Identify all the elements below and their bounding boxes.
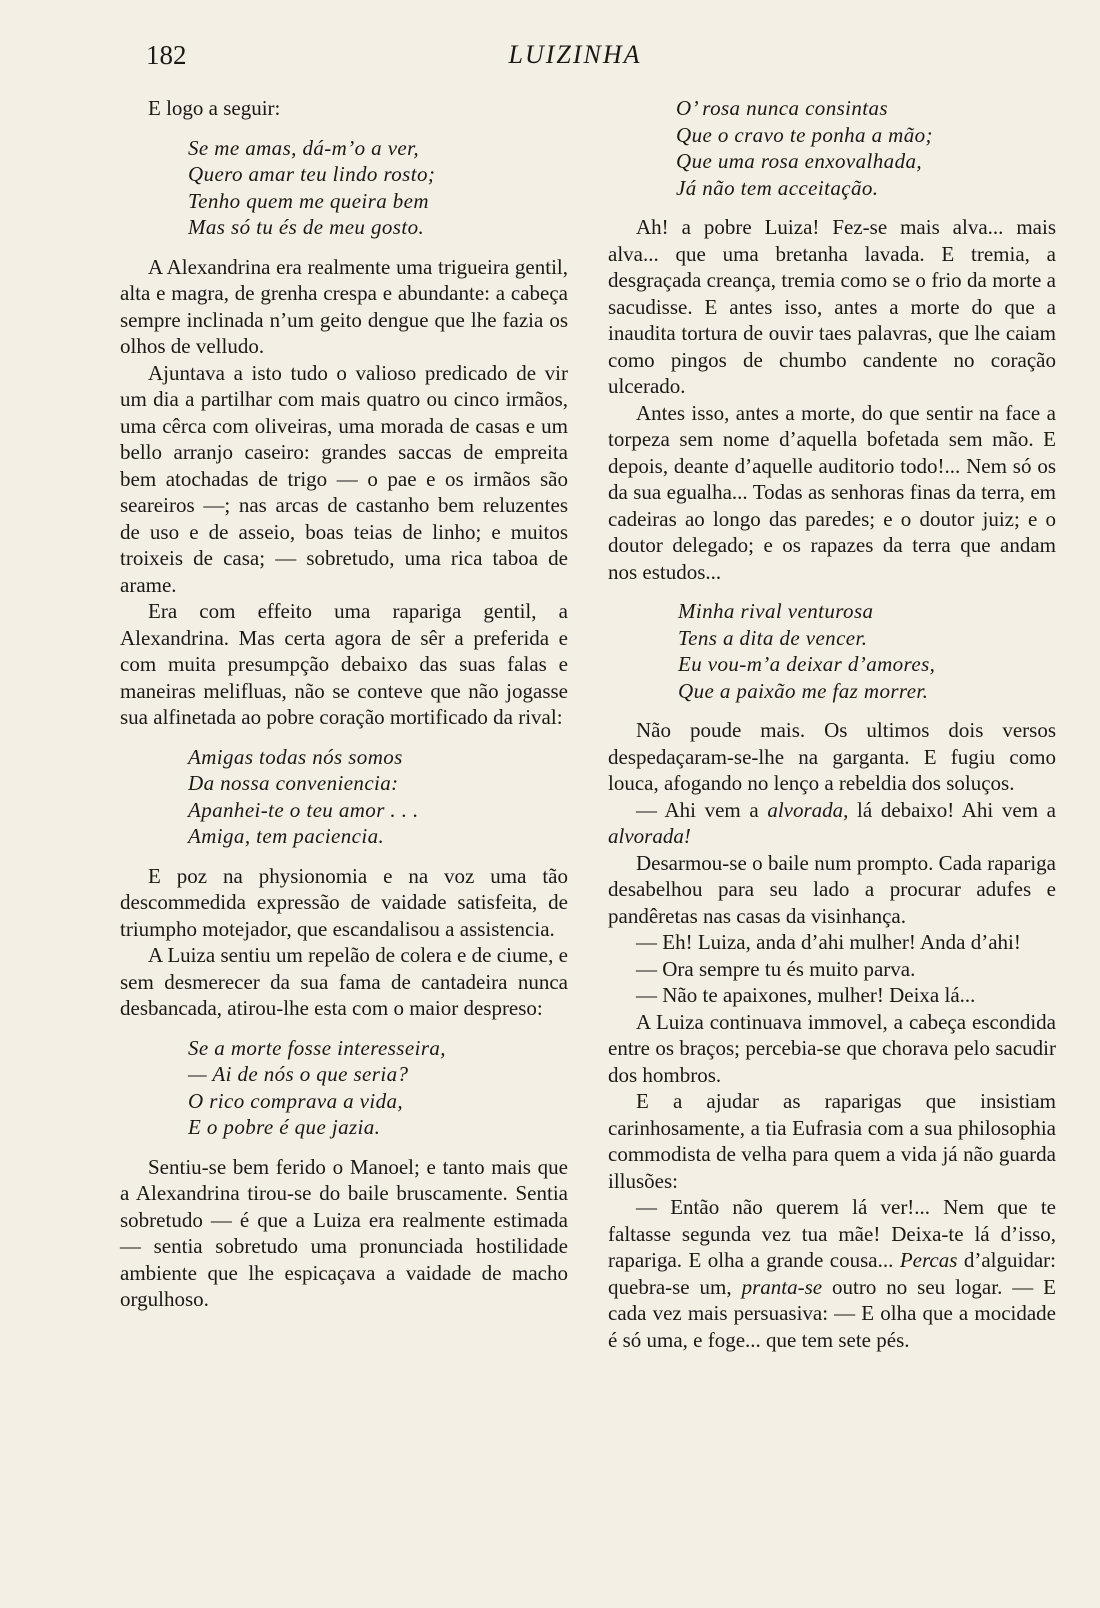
paragraph: Não poude mais. Os ultimos dois versos despedaçaram-se-lhe na garganta. E fugiu como louca, afogando no lenço a rebeldia dos soluços. bbox=[608, 718, 1056, 795]
paragraph: A Alexandrina era realmente uma trigueira gentil, alta e magra, de grenha crespa e abundante: a cabeça sempre inclinada n’um geito dengue que lhe fazia os olhos de velludo. bbox=[120, 254, 568, 358]
paragraph: Antes isso, antes a morte, do que sentir na face a torpeza sem nome d’aquella bofetada sem mão. E depois, deante d’aquelle auditorio todo!... Nem só os da sua egualha... Todas as senhoras finas da terra, em cadeiras ao longo das paredes; e o doutor juiz; e o doutor delegado; e os rapazes da terra que andam nos estudos... bbox=[608, 400, 1056, 584]
verse-line: O’ rosa nunca consintas bbox=[676, 96, 889, 120]
text-run: — Então não querem lá ver!... Nem que te faltasse segunda vez tua mãe! Deixa-te lá d’isso, rapariga. E olha a grande cousa... bbox=[608, 1195, 1056, 1272]
italic-text: alvorada! bbox=[608, 824, 691, 848]
paragraph: Era com effeito uma rapariga gentil, a Alexandrina. Mas certa agora de sêr a preferida e com muita presumpção debaixo das suas falas e maneiras melifluas, não se conteve que não jogasse sua alfinetada ao pobre coração mortificado da rival: bbox=[120, 599, 568, 729]
italic-text: pranta-se bbox=[741, 1274, 823, 1299]
paragraph bbox=[608, 1194, 1056, 1353]
verse-line: Mas só tu és de meu gosto. bbox=[188, 215, 425, 239]
italic-text: Percas bbox=[899, 1248, 958, 1272]
verse-stanza bbox=[678, 598, 1056, 704]
paragraph: Ajuntava a isto tudo o valioso predicado de vir um dia a partilhar com mais quatro ou cinco irmãos, uma cêrca com oliveiras, uma morada de casas e um bello arranjo caseiro: grandes saccas de empreita bem atochadas de trigo — o pae e os irmãos são seareiros —; nas arcas de castanho bem reluzentes de uso e de asseio, boas teias de linho; e muitos troixeis de casa; — sobretudo, uma rica taboa de arame. bbox=[120, 360, 568, 597]
italic-text: alvorada, bbox=[767, 797, 849, 822]
verse-line: Amiga, tem paciencia. bbox=[188, 824, 385, 848]
verse-line: Que uma rosa enxovalhada, bbox=[676, 149, 923, 173]
text-run: — Ahi vem a bbox=[636, 797, 768, 822]
text-run: outro no seu logar. — E cada vez mais persuasiva: — E olha que a mocidade é só uma, e foge... que tem sete pés. bbox=[608, 1274, 1056, 1352]
verse-line: Que o cravo te ponha a mão; bbox=[676, 122, 933, 147]
verse-line: Minha rival venturosa bbox=[678, 599, 874, 623]
verse-line: Já não tem acceitação. bbox=[676, 175, 879, 200]
verse-line: Apanhei-te o teu amor . . . bbox=[188, 797, 419, 822]
paragraph: E a ajudar as raparigas que insistiam carinhosamente, a tia Eufrasia com a sua philosophia commodista de velha para quem a vida já não guarda illusões: bbox=[608, 1089, 1056, 1193]
verse-line: Quero amar teu lindo rosto; bbox=[188, 162, 436, 186]
paragraph: — Não te apaixones, mulher! Deixa lá... bbox=[636, 983, 976, 1007]
verse-stanza bbox=[188, 135, 568, 241]
paragraph: E poz na physionomia e na voz uma tão descommedida expressão de vaidade satisfeita, de triumpho motejador, que escandalisou a assistencia. bbox=[120, 863, 568, 941]
verse-stanza bbox=[188, 744, 568, 850]
paragraph: Desarmou-se o baile num prompto. Cada rapariga desabelhou para seu lado a procurar adufes e pandêretas nas casas da visinhança. bbox=[608, 850, 1056, 928]
verse-line: E o pobre é que jazia. bbox=[188, 1115, 381, 1139]
verse-line: Tens a dita de vencer. bbox=[678, 625, 868, 650]
verse-stanza bbox=[676, 95, 1056, 201]
verse-line: O rico comprava a vida, bbox=[188, 1088, 404, 1113]
verse-line: Que a paixão me faz morrer. bbox=[678, 678, 929, 703]
paragraph: E logo a seguir: bbox=[148, 96, 281, 120]
page-number: 182 bbox=[146, 40, 187, 70]
verse-stanza bbox=[188, 1035, 568, 1141]
left-column bbox=[120, 95, 568, 1313]
verse-line: Amigas todas nós somos bbox=[188, 744, 403, 769]
running-title: LUIZINHA bbox=[508, 40, 642, 69]
paragraph: Sentiu-se bem ferido o Manoel; e tanto mais que a Alexandrina tirou-se do baile bruscamente. Sentia sobretudo — é que a Luiza era realmente estimada — sentia sobretudo uma pronunciada hostilidade ambiente que lhe espicaçava a vaidade de macho orgulhoso. bbox=[120, 1154, 568, 1311]
text-run: lá debaixo! Ahi vem a bbox=[848, 797, 1056, 822]
paragraph bbox=[608, 797, 1056, 850]
verse-line: Da nossa conveniencia: bbox=[188, 771, 399, 795]
paragraph: Ah! a pobre Luiza! Fez-se mais alva... mais alva... que uma bretanha lavada. E tremia, a desgraçada creança, tremia como se o frio da morte a sacudisse. E antes isso, antes a morte do que a inaudita tortura de ouvir taes palavras, que lhe caiam como pingos de chumbo candente no coração ulcerado. bbox=[608, 215, 1056, 398]
verse-line: Se a morte fosse interesseira, bbox=[188, 1035, 446, 1060]
paragraph: — Ora sempre tu és muito parva. bbox=[636, 956, 916, 981]
paragraph: A Luiza continuava immovel, a cabeça escondida entre os braços; percebia-se que chorava pelo sacudir dos hombros. bbox=[608, 1009, 1056, 1087]
text-run: d’alguidar: quebra-se um, bbox=[608, 1248, 1056, 1299]
verse-line: Se me amas, dá-m’o a ver, bbox=[188, 135, 420, 160]
paragraph: — Eh! Luiza, anda d’ahi mulher! Anda d’ahi! bbox=[636, 930, 1021, 954]
paragraph: A Luiza sentiu um repelão de colera e de ciume, e sem desmerecer da sua fama de cantadeira nunca desbancada, atirou-lhe esta com o maior despreso: bbox=[120, 943, 568, 1020]
verse-line: Tenho quem me queira bem bbox=[188, 188, 429, 213]
verse-line: Eu vou-m’a deixar d’amores, bbox=[678, 652, 936, 676]
verse-line: — Ai de nós o que seria? bbox=[188, 1062, 409, 1086]
right-column bbox=[608, 95, 1056, 1353]
